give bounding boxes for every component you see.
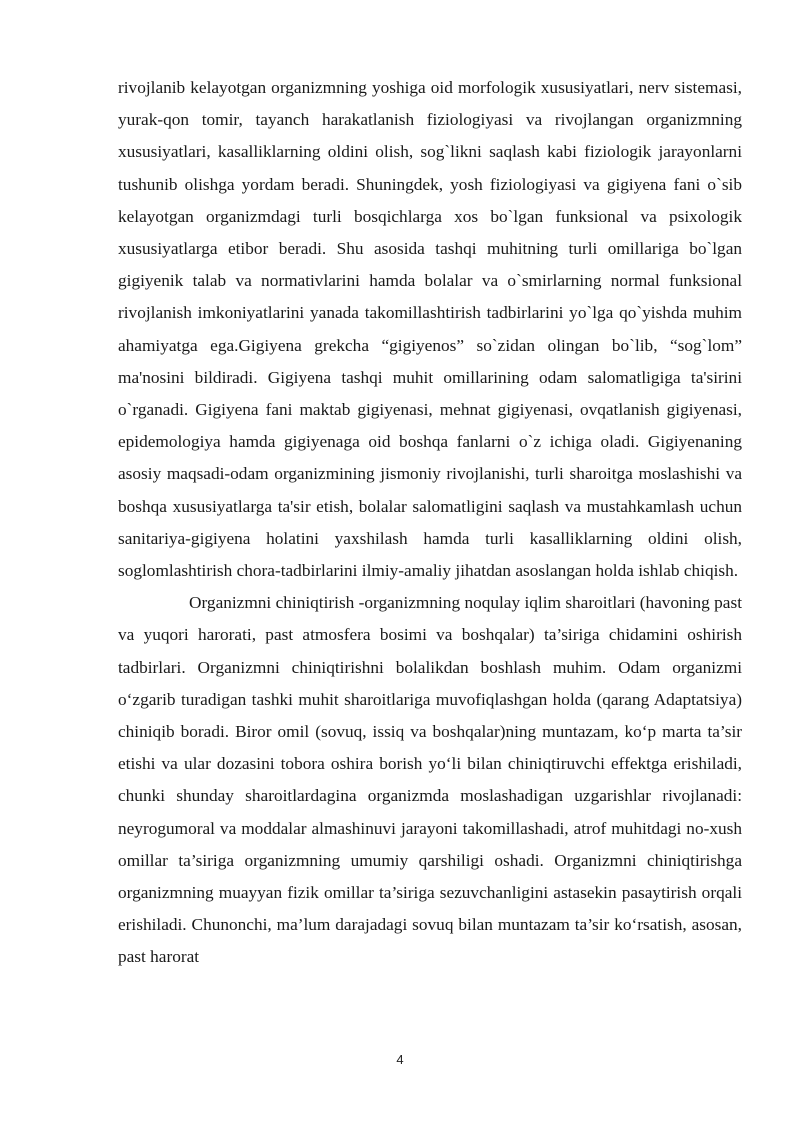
body-paragraph-1: rivojlanib kelayotgan organizmning yoshiga oid morfologik xususiyatlari, nerv sistemasi, yurak-qon tomir, tayanch harakatlanish fiziologiyasi va rivojlangan organizmning xususiyatlari, kasalliklarning oldini olish, sog`likni saqlash kabi fiziologik jarayonlarni tushunib olishga yordam beradi. Shuningdek, yosh fiziologiyasi va gigiyena fani o`sib kelayotgan organizmdagi turli bosqichlarga xos bo`lgan funksional va psixologik xususiyatlarga etibor beradi. Shu asosida tashqi muhitning turli omillariga bo`lgan gigiyenik talab va normativlarini hamda bolalar va o`smirlarning normal funksional rivojlanish imkoniyatlarini yanada takomillashtirish tadbirlarini yo`lga qo`yishda muhim ahamiyatga ega.Gigiyena grekcha “gigiyenos” so`zidan olingan bo`lib, “sog`lom” ma'nosini bildiradi. Gigiyena tashqi muhit omillarining odam salomatligiga ta'sirini o`rganadi. Gigiyena fani maktab gigiyenasi, mehnat gigiyenasi, ovqatlanish gigiyenasi, epidemologiya hamda gigiyenaga oid boshqa fanlarni o`z ichiga oladi. Gigiyenaning asosiy maqsadi-odam organizmining jismoniy rivojlanishi, turli sharoitga moslashishi va boshqa xususiyatlarga ta'sir etish, bolalar salomatligini saqlash va mustahkamlash uchun sanitariya-gigiyena holatini yaxshilash hamda turli kasalliklarning oldini olish, soglomlashtirish chora-tadbirlarini ilmiy-amaliy jihatdan asoslangan holda ishlab chiqish.	[118, 78, 742, 581]
page-number: 4	[396, 1052, 404, 1067]
document-page	[118, 72, 742, 974]
body-paragraph-2: Organizmni chiniqtirish -organizmning noqulay iqlim sharoitlari (havoning past va yuqori harorati, past atmosfera bosimi va boshqalar) ta’siriga chidamini oshirish tadbirlari. Organizmni chiniqtirishni bolalikdan boshlash muhim. Odam organizmi o‘zgarib turadigan tashki muhit sharoitlariga muvofiqlashgan holda (qarang Adaptatsiya) chiniqib boradi. Biror omil (sovuq, issiq va boshqalar)ning muntazam, ko‘p marta ta’sir etishi va ular dozasini tobora oshira borish yo‘li bilan chiniqtiruvchi effektga erishiladi, chunki shunday sharoitlardagina organizmda moslashadigan uzgarishlar rivojlanadi: neyrogumoral va moddalar almashinuvi jarayoni takomillashadi, atrof muhitdagi no-xush omillar ta’siriga organizmning umumiy qarshiligi oshadi. Organizmni chiniqtirishga organizmning muayyan fizik omillar ta’siriga sezuvchanligini astasekin pasaytirish orqali erishiladi. Chunonchi, ma’lum darajadagi sovuq bilan muntazam ta’sir ko‘rsatish, asosan, past harorat	[118, 593, 742, 967]
